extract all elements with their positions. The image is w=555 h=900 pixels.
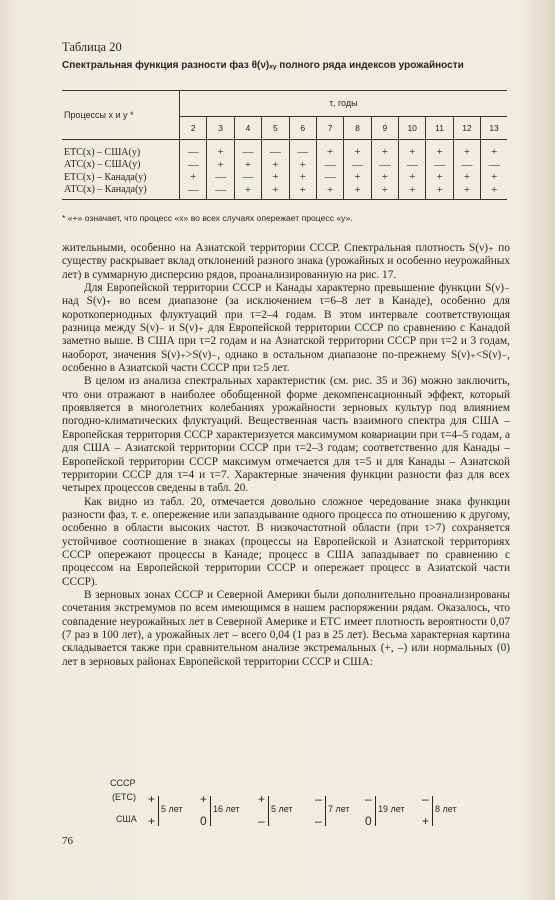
scheme-years: 16 лет xyxy=(213,804,240,814)
scheme-years: 5 лет xyxy=(271,804,293,814)
table-row xyxy=(62,184,507,200)
scheme-brace xyxy=(325,796,326,826)
paragraph: жительными, особенно на Азиатской территории СССР. Спектральная плотность S(ν)₊ по существу раскрывает вклад отклонений разного знака (урожайных и особенно неурожайных лет) в суммарную дисперсию рядов, проанализированную на рис. 17. xyxy=(62,242,510,281)
paragraph: Как видно из табл. 20, отмечается довольно сложное чередование знака функции разности фаз, т. е. опережение или запаздывание одного процесса по отношению к другому, особенно в области высоких частот. В низкочастотной области (при τ>7) сохраняется устойчивое соотношение в знаках (процессы на Европейской и Азиатской территориях СССР опережают процессы в Канаде; процесс в США запаздывает по сравнению с процессом на Европейской территории СССР и опережает процесс в Азиатской части СССР). xyxy=(62,495,510,588)
table-caption: Спектральная функция разности фаз θ(ν)ₓᵧ полного ряда индексов урожайности xyxy=(62,60,464,71)
sign-cell: + xyxy=(399,184,426,200)
tau-header-cell: 8 xyxy=(344,116,371,139)
sign-cell: — xyxy=(426,159,453,172)
table-title: Таблица 20 xyxy=(62,40,122,54)
sign-cell: + xyxy=(289,184,316,200)
sign-cell: + xyxy=(316,140,343,159)
scheme-brace xyxy=(375,796,376,826)
table-row xyxy=(62,171,507,184)
sign-cell: + xyxy=(371,140,398,159)
sign-cell: + xyxy=(344,140,371,159)
scheme-brace xyxy=(158,796,159,826)
scheme-brace xyxy=(268,796,269,826)
scheme-ussr-sign: + xyxy=(258,792,266,806)
sign-cell: — xyxy=(180,140,207,159)
sign-cell: + xyxy=(234,184,261,200)
scheme-ussr-sign: + xyxy=(200,792,208,806)
header-processes: Процессы x и y * xyxy=(62,91,180,140)
table-row xyxy=(62,140,507,159)
sign-cell: — xyxy=(316,159,343,172)
tau-header-cell: 10 xyxy=(399,116,426,139)
scheme-brace xyxy=(432,796,433,826)
row-label: ЕТС(x) – США(y) xyxy=(64,146,141,158)
sign-cell: + xyxy=(207,140,234,159)
sign-cell: — xyxy=(234,171,261,184)
sign-cell: + xyxy=(289,159,316,172)
sign-cell: + xyxy=(453,140,480,159)
scheme-brace xyxy=(210,796,211,826)
sign-cell: + xyxy=(262,159,289,172)
row-label: АТС(x) – США(y) xyxy=(64,159,141,171)
scheme-years: 5 лет xyxy=(161,804,183,814)
sign-cell: + xyxy=(453,184,480,200)
tau-header-cell: 7 xyxy=(316,116,343,139)
sign-cell: + xyxy=(481,184,507,200)
tau-header-cell: 9 xyxy=(371,116,398,139)
scheme-label-ussr: СССР xyxy=(110,778,136,788)
scheme-ussr-sign: – xyxy=(422,792,429,806)
tau-header-cell: 6 xyxy=(289,116,316,139)
paragraph: В целом из анализа спектральных характеристик (см. рис. 35 и 36) можно заключить, что они отражают в наиболее обобщенной форме декомпенсационный эффект, который проявляется в многолетних колебаниях урожайности зерновых культур под влиянием погодно-климатических флуктуаций. Вещественная часть взаимного спектра для США – Европейская территория СССР характеризуется максимумом ковариации при τ=4–5 годам, а для США – Азиатской территории СССР при τ=2–3 годам; соответственно для Канады – Европейской территории СССР максимум отмечается для τ=5 и для Канады – Азиатской территории СССР для τ=4 и τ=7. Характерные значения функции разности фаз для всех четырех процессов сведены в табл. 20. xyxy=(62,375,510,495)
sign-cell: — xyxy=(399,159,426,172)
scheme-usa-sign: + xyxy=(148,814,156,828)
sign-cell: — xyxy=(289,140,316,159)
scheme-label-usa: США xyxy=(116,814,137,824)
sign-cell: + xyxy=(344,171,371,184)
scheme-usa-sign: – xyxy=(258,814,265,828)
sign-cell: + xyxy=(426,184,453,200)
tau-header-cell: 12 xyxy=(453,116,480,139)
scheme-usa-sign: + xyxy=(422,814,430,828)
scheme-usa-sign: 0 xyxy=(365,814,372,828)
tau-header-cell: 2 xyxy=(180,116,207,139)
sign-cell: + xyxy=(289,171,316,184)
sign-cell: + xyxy=(453,171,480,184)
sign-cell: + xyxy=(344,184,371,200)
sign-cell: + xyxy=(180,171,207,184)
scheme-label-ets: (ЕТС) xyxy=(112,792,136,802)
paragraph: Для Европейской территории СССР и Канады характерно превышение функции S(ν)₋ над S(ν)₊ во всем диапазоне (за исключением τ=6–8 лет в Канаде), особенно для короткопериодных флуктуаций при τ=2–4 годам. В этом интервале соответствующая разница между S(ν)₋ и S(ν)₊ для Европейской территории СССР по сравнению с Канадой заметно выше. В США при τ=2 годам и на Азиатской территории СССР при τ=2 и 3 годам, наоборот, значения S(ν)₊>S(ν)₋, однако в остальном диапазоне по-прежнему S(ν)₊<S(ν)₋, особенно в Азиатской части СССР при τ≥5 лет. xyxy=(62,282,510,375)
sign-cell: + xyxy=(316,184,343,200)
sign-cell: + xyxy=(426,140,453,159)
sign-cell: + xyxy=(371,171,398,184)
tau-header-cell: 13 xyxy=(481,116,507,139)
body-text xyxy=(62,242,510,669)
sign-cell: + xyxy=(399,171,426,184)
row-label: ЕТС(x) – Канада(y) xyxy=(64,171,147,183)
sign-cell: — xyxy=(180,184,207,200)
table-row xyxy=(62,159,507,172)
sign-cell: + xyxy=(481,171,507,184)
sign-cell: — xyxy=(481,159,507,172)
page-number: 76 xyxy=(62,835,73,847)
sign-cell: + xyxy=(481,140,507,159)
sign-cell: — xyxy=(344,159,371,172)
sign-cell: + xyxy=(399,140,426,159)
sign-cell: — xyxy=(371,159,398,172)
scheme-usa-sign: – xyxy=(315,814,322,828)
tau-header-cell: 11 xyxy=(426,116,453,139)
row-label: АТС(x) – Канада(y) xyxy=(62,184,180,200)
sign-cell: + xyxy=(262,171,289,184)
scheme-years: 19 лет xyxy=(378,804,405,814)
scheme-ussr-sign: – xyxy=(315,792,322,806)
paragraph: В зерновых зонах СССР и Северной Америки были дополнительно проанализированы сочетания экстремумов по всем имеющимся в нашем распоряжении рядам. Оказалось, что совпадение неурожайных лет в Северной Америке и ЕТС имеет плотность вероятности 0,07 (7 раз в 100 лет), а урожайных лет – всего 0,04 (1 раз в 25 лет). Весьма характерная картина складывается также при сравнительном анализе экстремальных (+, –) или нормальных (0) лет в зерновых районах Европейской территории СССР и США: xyxy=(62,588,510,668)
scheme-ussr-sign: – xyxy=(365,792,372,806)
sign-cell: — xyxy=(262,140,289,159)
sign-cell: + xyxy=(207,159,234,172)
scheme-usa-sign: 0 xyxy=(200,814,207,828)
tau-header-cell: 5 xyxy=(262,116,289,139)
scheme-years: 8 лет xyxy=(435,804,457,814)
sign-cell: — xyxy=(207,171,234,184)
scheme-ussr-sign: + xyxy=(148,792,156,806)
extremes-scheme xyxy=(110,778,490,838)
sign-cell: — xyxy=(207,184,234,200)
table-footnote: * «+» означает, что процесс «x» во всех случаях опережает процесс «y». xyxy=(62,213,353,223)
sign-cell: + xyxy=(426,171,453,184)
header-tau: τ, годы xyxy=(180,91,508,117)
sign-cell: + xyxy=(371,184,398,200)
tau-header-cell: 4 xyxy=(234,116,261,139)
tau-header-cell: 3 xyxy=(207,116,234,139)
sign-cell: + xyxy=(234,159,261,172)
phase-difference-table xyxy=(62,90,507,200)
sign-cell: — xyxy=(234,140,261,159)
scheme-years: 7 лет xyxy=(328,804,350,814)
sign-cell: + xyxy=(262,184,289,200)
sign-cell: — xyxy=(316,171,343,184)
sign-cell: — xyxy=(453,159,480,172)
sign-cell: — xyxy=(180,159,207,172)
